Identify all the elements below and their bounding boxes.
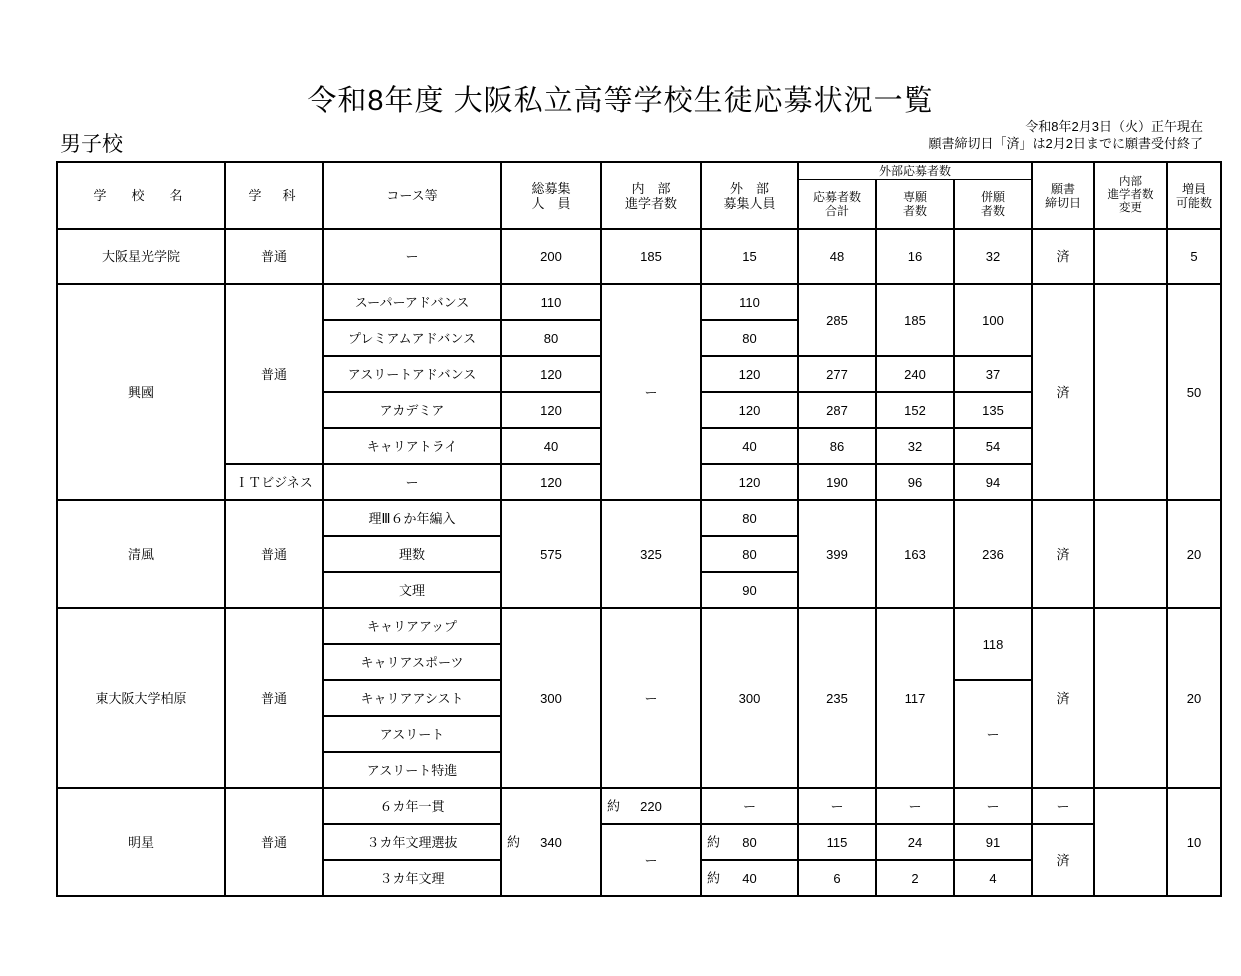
cell-course: スーパーアドバンス — [323, 284, 501, 320]
cell-concurrent: 94 — [954, 464, 1032, 500]
header-concurrent-line2: 者数 — [981, 204, 1006, 218]
cell-external-quota — [701, 860, 798, 896]
cell-exclusive: 240 — [876, 356, 954, 392]
header-internal-change-line2: 進学者数 — [1107, 189, 1154, 201]
cell-exclusive: 24 — [876, 824, 954, 860]
cell-applicants-total: 235 — [798, 608, 876, 788]
cell-external-quota: 80 — [701, 500, 798, 536]
cell-course: ３カ年文理選抜 — [323, 824, 501, 860]
cell-applicants-total: 399 — [798, 500, 876, 608]
cell-applicants-total: ー — [798, 788, 876, 824]
header-total-quota — [501, 162, 601, 229]
header-exclusive — [876, 180, 954, 230]
cell-course: ３カ年文理 — [323, 860, 501, 896]
cell-total-quota: 300 — [501, 608, 601, 788]
header-external-quota-line1: 外 部 — [729, 180, 769, 196]
cell-concurrent: 91 — [954, 824, 1032, 860]
header-deadline-line1: 願書 — [1051, 181, 1076, 196]
group-label: 男子校 — [60, 133, 123, 156]
header-internal-line1: 内 部 — [631, 180, 671, 196]
header-applicants-total-line2: 合計 — [824, 204, 849, 218]
cell-increase: 20 — [1167, 608, 1221, 788]
cell-internal: 185 — [601, 229, 701, 284]
header-dept: 学 科 — [225, 162, 323, 229]
cell-total-quota: 120 — [501, 392, 601, 428]
cell-external-quota: 300 — [701, 608, 798, 788]
cell-course: アスリートアドバンス — [323, 356, 501, 392]
cell-applicants-total: 115 — [798, 824, 876, 860]
cell-deadline: 済 — [1032, 229, 1094, 284]
header-external-quota — [701, 162, 798, 229]
cell-total-quota: 80 — [501, 320, 601, 356]
header-external-applicants-group: 外部応募者数 — [798, 162, 1032, 180]
cell-external-quota: 120 — [701, 464, 798, 500]
cell-dept: 普通 — [225, 229, 323, 284]
cell-course: アカデミア — [323, 392, 501, 428]
table-row — [57, 608, 1221, 644]
cell-school: 東大阪大学柏原 — [57, 608, 225, 788]
cell-exclusive: 163 — [876, 500, 954, 608]
header-deadline — [1032, 162, 1094, 229]
cell-exclusive: 32 — [876, 428, 954, 464]
cell-school: 興國 — [57, 284, 225, 500]
cell-school: 清風 — [57, 500, 225, 608]
header-exclusive-line1: 専願 — [902, 190, 927, 204]
meta-info — [929, 118, 1203, 152]
header-school: 学 校 名 — [57, 162, 225, 229]
cell-internal: ー — [601, 284, 701, 500]
cell-dept: 普通 — [225, 500, 323, 608]
cell-concurrent: ー — [954, 788, 1032, 824]
header-applicants-total — [798, 180, 876, 230]
cell-applicants-total: 86 — [798, 428, 876, 464]
cell-course: 文理 — [323, 572, 501, 608]
cell-increase: 50 — [1167, 284, 1221, 500]
header-internal — [601, 162, 701, 229]
header-course: コース等 — [323, 162, 501, 229]
cell-internal: ー — [601, 608, 701, 788]
cell-exclusive: 96 — [876, 464, 954, 500]
cell-internal-prefix: 約 — [607, 798, 621, 814]
header-increase — [1167, 162, 1221, 229]
cell-concurrent: 32 — [954, 229, 1032, 284]
header-total-quota-line1: 総募集 — [531, 180, 571, 196]
cell-increase: 20 — [1167, 500, 1221, 608]
header-internal-change — [1094, 162, 1167, 229]
cell-external-quota: 120 — [701, 356, 798, 392]
cell-internal — [601, 788, 701, 824]
cell-external-quota: 120 — [701, 392, 798, 428]
cell-applicants-total: 285 — [798, 284, 876, 356]
cell-internal-change — [1094, 229, 1167, 284]
cell-internal-change — [1094, 500, 1167, 608]
cell-exclusive: 117 — [876, 608, 954, 788]
page-title: 令和8年度 大阪私立高等学校生徒応募状況一覧 — [307, 85, 934, 117]
cell-external-quota-prefix: 約 — [707, 870, 721, 886]
table-row — [57, 500, 1221, 536]
cell-internal-change — [1094, 788, 1167, 896]
cell-dept: 普通 — [225, 788, 323, 896]
cell-total-quota: 110 — [501, 284, 601, 320]
cell-total-quota: 200 — [501, 229, 601, 284]
cell-course: 理Ⅲ６か年編入 — [323, 500, 501, 536]
cell-course: キャリアアシスト — [323, 680, 501, 716]
cell-exclusive: 16 — [876, 229, 954, 284]
header-internal-change-line1: 内部 — [1119, 176, 1143, 188]
header-concurrent-line1: 併願 — [981, 190, 1006, 204]
cell-deadline: 済 — [1032, 500, 1094, 608]
cell-external-quota: 15 — [701, 229, 798, 284]
table-row — [57, 229, 1221, 284]
cell-course: アスリート特進 — [323, 752, 501, 788]
cell-deadline: 済 — [1032, 824, 1094, 896]
cell-applicants-total: 190 — [798, 464, 876, 500]
header-increase-line1: 増員 — [1182, 181, 1207, 196]
cell-total-quota: 120 — [501, 464, 601, 500]
header-internal-line2: 進学者数 — [624, 195, 677, 211]
cell-exclusive: 152 — [876, 392, 954, 428]
cell-concurrent-upper: 118 — [954, 608, 1032, 680]
cell-concurrent: 100 — [954, 284, 1032, 356]
header-internal-change-line3: 変更 — [1119, 202, 1143, 214]
table-row — [57, 788, 1221, 824]
cell-dept: 普通 — [225, 608, 323, 788]
cell-increase: 10 — [1167, 788, 1221, 896]
cell-course: プレミアムアドバンス — [323, 320, 501, 356]
cell-internal-value: 220 — [640, 798, 662, 814]
cell-dept: ＩＴビジネス — [225, 464, 323, 500]
cell-external-quota: 80 — [701, 320, 798, 356]
cell-deadline: ー — [1032, 788, 1094, 824]
cell-external-quota: 90 — [701, 572, 798, 608]
application-status-table — [56, 161, 1222, 897]
cell-course: キャリアアップ — [323, 608, 501, 644]
cell-total-quota — [501, 788, 601, 896]
cell-course: ー — [323, 229, 501, 284]
cell-internal: ー — [601, 824, 701, 896]
cell-total-quota: 40 — [501, 428, 601, 464]
asof-text: 令和8年2月3日（火）正午現在 — [1025, 119, 1203, 134]
header-total-quota-line2: 人 員 — [531, 195, 571, 211]
cell-applicants-total: 6 — [798, 860, 876, 896]
cell-concurrent-lower: ー — [954, 680, 1032, 788]
cell-course: ６カ年一貫 — [323, 788, 501, 824]
header-deadline-line2: 締切日 — [1045, 195, 1082, 210]
cell-external-quota: 80 — [701, 536, 798, 572]
cell-external-quota: 40 — [701, 428, 798, 464]
cell-applicants-total: 48 — [798, 229, 876, 284]
cell-course: キャリアトライ — [323, 428, 501, 464]
cell-applicants-total: 287 — [798, 392, 876, 428]
header-external-quota-line2: 募集人員 — [723, 195, 776, 211]
cell-deadline: 済 — [1032, 284, 1094, 500]
cell-internal-change — [1094, 608, 1167, 788]
cell-concurrent: 54 — [954, 428, 1032, 464]
cell-external-quota — [701, 824, 798, 860]
cell-dept: 普通 — [225, 284, 323, 464]
header-applicants-total-line1: 応募者数 — [812, 190, 861, 204]
cell-internal-change — [1094, 284, 1167, 500]
cell-external-quota-value: 40 — [742, 870, 757, 886]
cell-concurrent: 135 — [954, 392, 1032, 428]
table-row — [57, 284, 1221, 320]
cell-external-quota: 110 — [701, 284, 798, 320]
cell-course: キャリアスポーツ — [323, 644, 501, 680]
cell-external-quota-value: 80 — [742, 834, 757, 850]
cell-concurrent: 4 — [954, 860, 1032, 896]
cell-total-quota: 575 — [501, 500, 601, 608]
cell-school: 明星 — [57, 788, 225, 896]
cell-exclusive: 2 — [876, 860, 954, 896]
cell-course: アスリート — [323, 716, 501, 752]
cell-concurrent: 37 — [954, 356, 1032, 392]
cell-total-quota-prefix: 約 — [507, 834, 521, 850]
cell-external-quota: ー — [701, 788, 798, 824]
header-exclusive-line2: 者数 — [902, 204, 927, 218]
table-header-row — [57, 162, 1221, 180]
cell-total-quota-value: 340 — [540, 834, 562, 850]
cell-deadline: 済 — [1032, 608, 1094, 788]
cell-course: 理数 — [323, 536, 501, 572]
cell-increase: 5 — [1167, 229, 1221, 284]
cell-course: ー — [323, 464, 501, 500]
cell-exclusive: 185 — [876, 284, 954, 356]
cell-external-quota-prefix: 約 — [707, 834, 721, 850]
cell-exclusive: ー — [876, 788, 954, 824]
cell-internal: 325 — [601, 500, 701, 608]
deadline-note: 願書締切日「済」は2月2日までに願書受付終了 — [928, 136, 1203, 151]
cell-concurrent: 236 — [954, 500, 1032, 608]
header-increase-line2: 可能数 — [1176, 195, 1213, 210]
cell-school: 大阪星光学院 — [57, 229, 225, 284]
cell-applicants-total: 277 — [798, 356, 876, 392]
cell-total-quota: 120 — [501, 356, 601, 392]
header-concurrent — [954, 180, 1032, 230]
